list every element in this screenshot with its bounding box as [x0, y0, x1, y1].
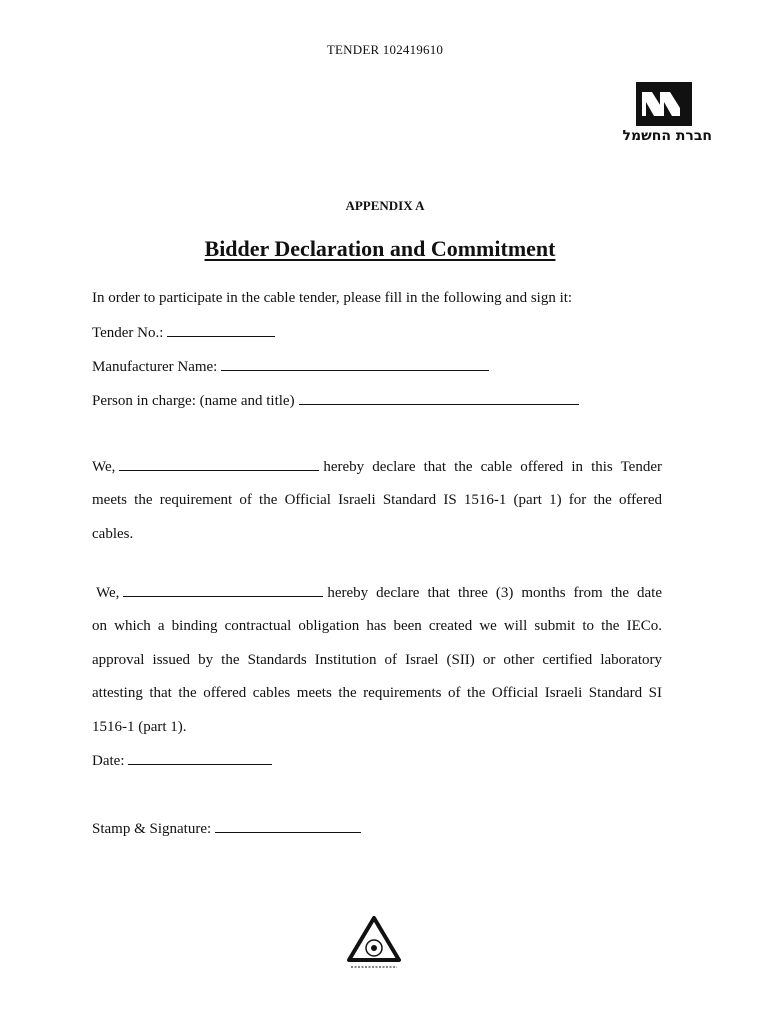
declaration2-line1 — [96, 584, 662, 602]
manufacturer-field — [92, 358, 493, 376]
tender-no-field — [92, 324, 279, 342]
appendix-label: APPENDIX A — [345, 198, 425, 213]
declaration1-lead: We, — [92, 459, 116, 475]
intro-text: In order to participate in the cable tender, please fill in the following and sign it: — [92, 290, 573, 306]
tender-no-label: Tender No.: — [92, 325, 164, 341]
declaration1-line3: cables. — [92, 526, 134, 542]
declaration1-blank[interactable] — [119, 458, 319, 471]
declaration1-line2: meets the requirement of the Official Israeli Standard IS 1516-1 (part 1) for the offered — [92, 492, 662, 508]
company-logo-icon — [636, 82, 692, 126]
manufacturer-label: Manufacturer Name: — [92, 359, 218, 375]
signature-field — [92, 820, 365, 838]
document-title: Bidder Declaration and Commitment — [204, 236, 556, 261]
declaration2-line3: approval issued by the Standards Institution of Israel (SII) or other certified laboratory — [92, 652, 662, 668]
date-field — [92, 752, 276, 770]
declaration2-lead: We, — [96, 585, 120, 601]
date-label: Date: — [92, 753, 125, 769]
company-name: חברת החשמל — [622, 128, 712, 144]
person-label: Person in charge: (name and title) — [92, 393, 295, 409]
tender-no-blank[interactable] — [167, 324, 275, 337]
manufacturer-blank[interactable] — [221, 358, 489, 371]
declaration1-tail: hereby declare that the cable offered in this Tender — [323, 459, 662, 475]
declaration2-line5: 1516-1 (part 1). — [92, 719, 187, 735]
declaration2-line2: on which a binding contractual obligation has been created we will submit to the IECo. — [92, 618, 662, 634]
person-blank[interactable] — [299, 392, 579, 405]
declaration2-blank[interactable] — [123, 584, 323, 597]
tender-reference: TENDER 102419610 — [326, 42, 444, 57]
signature-blank[interactable] — [215, 820, 361, 833]
date-blank[interactable] — [128, 752, 272, 765]
declaration2-line4: attesting that the offered cables meets the requirements of the Official Israeli Standard SI — [92, 685, 662, 701]
person-field — [92, 392, 583, 410]
declaration2-tail: hereby declare that three (3) months from the date — [327, 585, 662, 601]
declaration1-line1 — [92, 458, 662, 476]
signature-label: Stamp & Signature: — [92, 821, 212, 837]
standards-seal-icon — [343, 914, 405, 976]
